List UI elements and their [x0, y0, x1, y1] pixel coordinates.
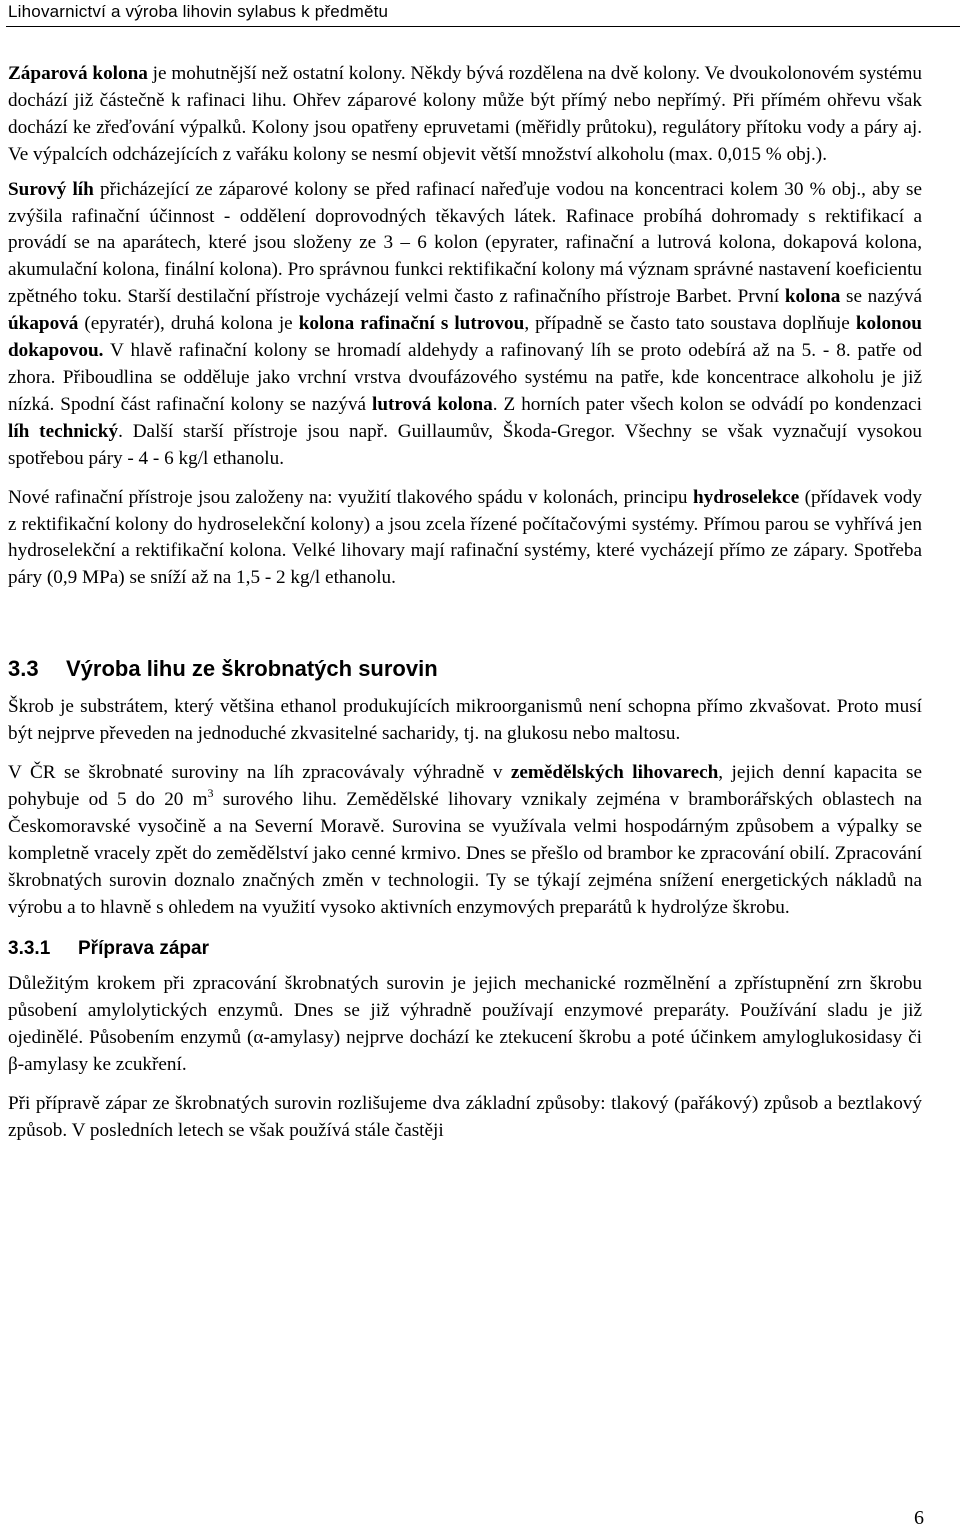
document-body [8, 61, 922, 1145]
header-title: Lihovarnictví a výroba lihovin sylabus k předmětu [8, 2, 389, 21]
section-title: Výroba lihu ze škrobnatých surovin [66, 656, 438, 682]
paragraph-surovy-lih: Surový líh přicházející ze záparové kolony se před rafinací nařeďuje vodou na koncentraci kolem 30 % obj., aby se zvýšila rafinační účinnost - oddělení doprovodných těkavých látek. Rafinace probíhá dohromady s rektifikací a provádí se na aparátech, které jsou složeny ze 3 – 6 kolon (epyrater, rafinační a lutrová kolona, dokapová kolona, akumulační kolona, finální kolona). Pro správnou funkci rektifikační kolony má význam správné nastavení koeficientu zpětného toku. Starší destilační přístroje vycházejí velmi často z rafinačního přístroje Barbet. První kolona se nazývá úkapová (epyratér), druhá kolona je kolona rafinační s lutrovou, případně se často tato soustava doplňuje kolonou dokapovou. V hlavě rafinační kolony se hromadí aldehydy a rafinovaný líh se proto odebírá až na 5. - 8. patře od zhora. Přiboudlina se odděluje jako vrchní vrstva dvoufázového systému na patře, kde koncentrace alkoholu je již nízká. Spodní část rafinační kolony se nazývá lutrová kolona. Z horních pater všech kolon se odvádí po kondenzaci líh technický. Další starší přístroje jsou např. Guillaumův, Škoda-Gregor. Všechny se však vyznačují vysokou spotřebou páry - 4 - 6 kg/l ethanolu. [8, 178, 922, 469]
paragraph-nove-rafinacni: Nové rafinační přístroje jsou založeny na: využití tlakového spádu v kolonách, principu hydroselekce (přídavek vody z rektifikační kolony do hydroselekční kolony) a jsou zcela řízené počítačovými systémy. Přímou parou se vyhřívá jen hydroselekční a rektifikační kolona. Velké lihovary mají rafinační systémy, které vycházejí přímo ze zápary. Spotřeba páry (0,9 MPa) se sníží až na 1,5 - 2 kg/l ethanolu. [8, 486, 922, 589]
subsection-title: Příprava zápar [78, 938, 209, 960]
paragraph-zaparova-kolona [8, 61, 922, 169]
bold-term: Surový líh [8, 178, 94, 200]
paragraph-v-cr: V ČR se škrobnaté suroviny na líh zpracovávaly výhradně v zemědělských lihovarech, jejich denní kapacita se pohybuje od 5 do 20 $m^3$ surového lihu. Zemědělské lihovary vznikaly zejména v bramborářských oblastech na Českomoravské vysočině a na Severní Moravě. Surovina se využívala velmi hospodárným způsobem a výpalky se kompletně vracely zpět do zemědělství jako cenné krmivo. Dnes se přešlo od brambor ke zpracování obilí. Zpracování škrobnatých surovin doznalo značných změn v technologii. Ty se týkají zejména snížení energetických nákladů na výrobu a to hlavně s ohledem na využití vysoko aktivních enzymových preparátů k hydrolýze škrobu. [8, 762, 922, 918]
paragraph-dulezitym: Důležitým krokem při zpracování škrobnatých surovin je jejich mechanické rozmělnění a zpřístupnění zrn škrobu působení amylolytických enzymů. Dnes se již výhradně používají enzymové preparáty. Používání sladu je již ojedinělé. Působením enzymů (α-amylasy) nejprve dochází ke ztekucení škrobu a poté účinkem amyloglukosidasy či β-amylasy ke zcukření. [8, 973, 922, 1076]
bold-term: Záparová kolona [8, 63, 148, 84]
section-number: 3.3 [8, 656, 39, 682]
paragraph-pri-priprave: Při přípravě zápar ze škrobnatých surovin rozlišujeme dva základní způsoby: tlakový (pařákový) způsob a beztlakový způsob. V posledních letech se však používá stále častěji [8, 1093, 922, 1141]
page-header [6, 0, 960, 27]
section-heading-3-3 [8, 654, 922, 684]
subsection-number: 3.3.1 [8, 938, 51, 960]
paragraph-skrob: Škrob je substrátem, který většina ethanol produkujících mikroorganismů není schopna přímo zkvašovat. Proto musí být nejprve převeden na jednoduché zkvasitelné sacharidy, tj. na glukosu nebo maltosu. [8, 696, 922, 745]
paragraph-text: je mohutnější než ostatní kolony. Někdy bývá rozdělena na dvě kolony. Ve dvoukolonovém systému dochází již částečně k rafinaci lihu. Ohřev záparové kolony může být přímý nebo nepřímý. Při přímém ohřevu však dochází ke zřeďování výpalků. Kolony jsou opatřeny epruvetami (měřidly průtoku), regulátory přítoku vody a páry aj. Ve výpalcích odcházejících z vařáku kolony se nesmí objevit větší množství alkoholu (max. 0,015 % obj.). [8, 63, 923, 165]
section-heading-3-3-1 [8, 935, 922, 963]
page-number: 6 [914, 1507, 924, 1529]
